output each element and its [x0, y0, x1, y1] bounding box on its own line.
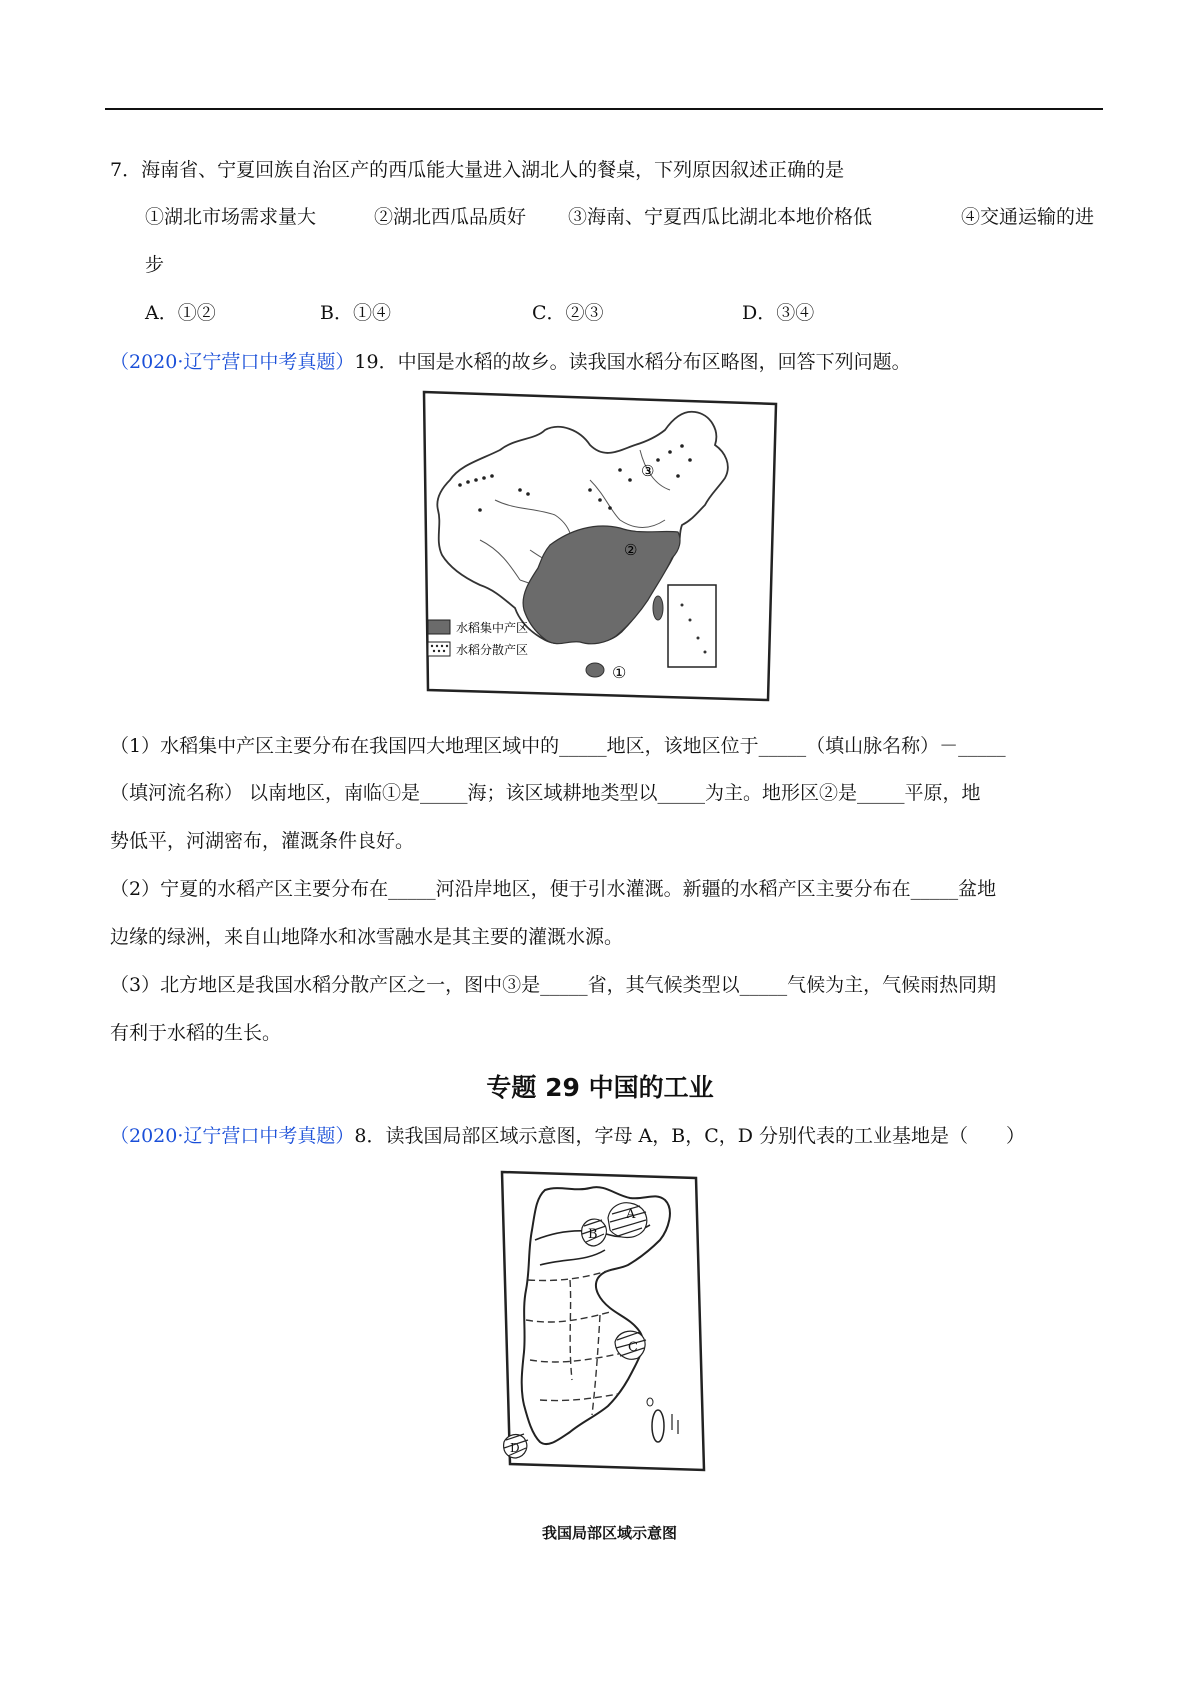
q19-part1-line3: 势低平，河湖密布，灌溉条件良好。: [110, 830, 415, 852]
map-label-b: B: [588, 1227, 598, 1242]
q7-option-a: A．①②: [145, 302, 216, 324]
region-map-caption: 我国局部区域示意图: [542, 1524, 678, 1542]
q7-option-d: D．③④: [742, 302, 815, 324]
q7-item-2: ②湖北西瓜品质好: [374, 206, 527, 228]
map-label-c: C: [628, 1340, 638, 1355]
q19-line: [110, 350, 911, 374]
q8-source: （2020·辽宁营口中考真题）: [110, 1125, 355, 1147]
map-marker-1: ①: [612, 663, 627, 682]
q19-part2-line2: 边缘的绿洲，来自山地降水和冰雪融水是其主要的灌溉水源。: [110, 926, 624, 948]
q8-line: [110, 1124, 1025, 1148]
q19-part1-line2: （填河流名称） 以南地区，南临①是_____海；该区域耕地类型以_____为主。地形区②是_____平原，地: [110, 782, 981, 804]
industrial-base-a: [608, 1203, 647, 1238]
q19-part2-line1: （2）宁夏的水稻产区主要分布在_____河沿岸地区，便于引水灌溉。新疆的水稻产区主要分布在_____盆地: [110, 878, 997, 900]
legend-scattered-label: 水稻分散产区: [456, 643, 529, 657]
map-label-d: D: [510, 1441, 520, 1455]
legend-dense-swatch: [428, 620, 450, 634]
q19-stem: 19．中国是水稻的故乡。读我国水稻分布区略图，回答下列问题。: [354, 351, 911, 373]
region-map: [500, 1170, 710, 1520]
q19-part3-line2: 有利于水稻的生长。: [110, 1022, 282, 1044]
map-marker-2: ②: [624, 541, 638, 559]
q19-source: （2020·辽宁营口中考真题）: [110, 351, 355, 373]
header-rule: [105, 108, 1103, 110]
map-marker-3: ③: [641, 462, 655, 480]
section-title: 专题 29 中国的工业: [486, 1073, 714, 1102]
q7-option-b: B．①④: [320, 302, 391, 324]
q7-option-c: C．②③: [532, 302, 604, 324]
q7-item-wrap: 步: [145, 254, 165, 276]
q19-part1-line1: （1）水稻集中产区主要分布在我国四大地理区域中的_____地区，该地区位于_____（填山脉名称）－_____: [110, 735, 1006, 757]
q7-item-1: ①湖北市场需求量大: [145, 206, 317, 228]
legend-scattered-swatch: [428, 642, 450, 656]
legend-dense-label: 水稻集中产区: [456, 621, 529, 635]
q8-stem: 8．读我国局部区域示意图，字母 A，B，C，D 分别代表的工业基地是（ ）: [354, 1125, 1026, 1147]
q19-part3-line1: （3）北方地区是我国水稻分散产区之一，图中③是_____省，其气候类型以_____气候为主，气候雨热同期: [110, 974, 997, 996]
q7-stem: 7．海南省、宁夏回族自治区产的西瓜能大量进入湖北人的餐桌，下列原因叙述正确的是: [110, 159, 845, 181]
q7-item-4: ④交通运输的进: [961, 206, 1095, 228]
rice-distribution-map: [420, 390, 780, 702]
map-label-a: A: [626, 1207, 636, 1222]
q7-item-3: ③海南、宁夏西瓜比湖北本地价格低: [568, 206, 873, 228]
south-china-sea-inset: [668, 585, 716, 667]
